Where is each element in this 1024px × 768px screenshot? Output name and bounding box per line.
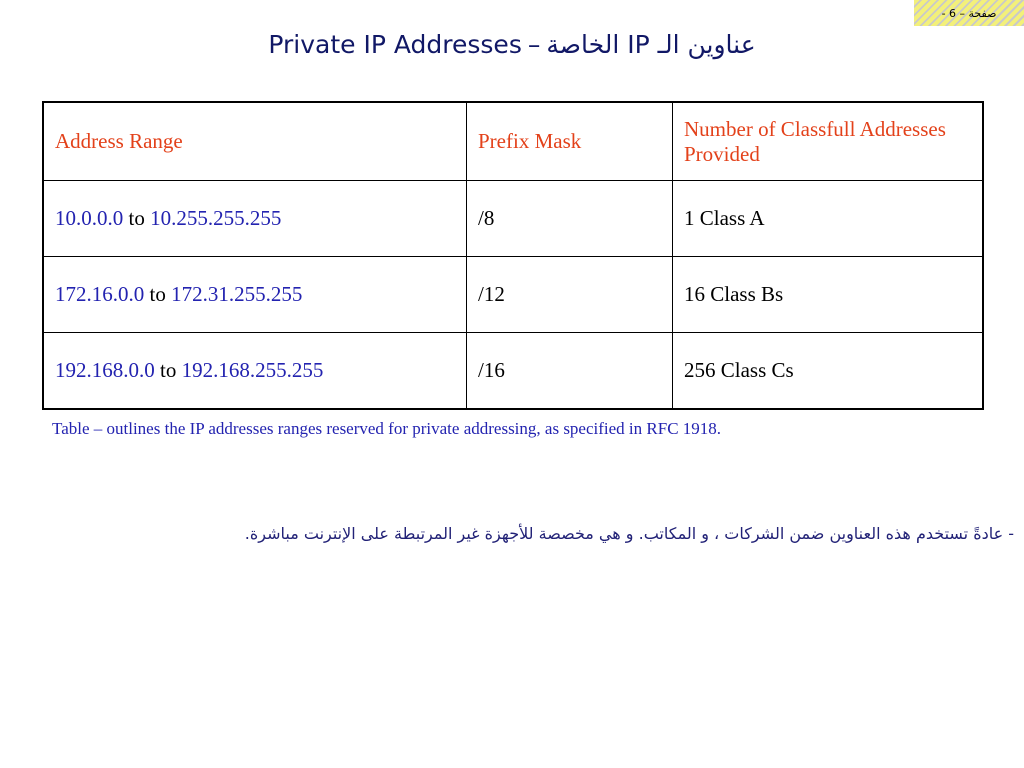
range-end: 192.168.255.255: [181, 358, 324, 382]
private-ip-table: [42, 101, 984, 410]
range-start: 192.168.0.0: [55, 358, 155, 382]
arabic-note: - عادةً تستخدم هذه العناوين ضمن الشركات ، و المكاتب. و هي مخصصة للأجهزة غير المرتبطة على الإنترنت مباشرة.: [244, 524, 1014, 543]
prefix-cell: /12: [467, 257, 673, 333]
address-range-cell: [43, 181, 467, 257]
table-caption: Table – outlines the IP addresses ranges reserved for private addressing, as specified in RFC 1918.: [52, 419, 722, 438]
title-separator: –: [527, 30, 541, 59]
range-start: 172.16.0.0: [55, 282, 145, 306]
count-cell: 256 Class Cs: [673, 333, 984, 410]
table-row: [43, 333, 983, 410]
range-to: to: [160, 358, 177, 382]
header-prefix-mask: Prefix Mask: [467, 102, 673, 181]
range-to: to: [128, 206, 145, 230]
address-range-cell: [43, 333, 467, 410]
header-address-range: Address Range: [43, 102, 467, 181]
table-header-row: [43, 102, 983, 181]
slide-title: [0, 30, 1024, 59]
count-cell: 1 Class A: [673, 181, 984, 257]
range-start: 10.0.0.0: [55, 206, 124, 230]
header-classful-count: Number of Classfull Addresses Provided: [673, 102, 984, 181]
table-row: [43, 181, 983, 257]
range-end: 172.31.255.255: [171, 282, 303, 306]
title-arabic: عناوين الـ IP الخاصة: [546, 30, 756, 59]
prefix-cell: /8: [467, 181, 673, 257]
table-row: [43, 257, 983, 333]
title-english: Private IP Addresses: [268, 30, 522, 59]
prefix-cell: /16: [467, 333, 673, 410]
range-to: to: [149, 282, 166, 306]
page-number-badge: صفحة – 6 -: [914, 0, 1024, 26]
range-end: 10.255.255.255: [150, 206, 282, 230]
count-cell: 16 Class Bs: [673, 257, 984, 333]
address-range-cell: [43, 257, 467, 333]
